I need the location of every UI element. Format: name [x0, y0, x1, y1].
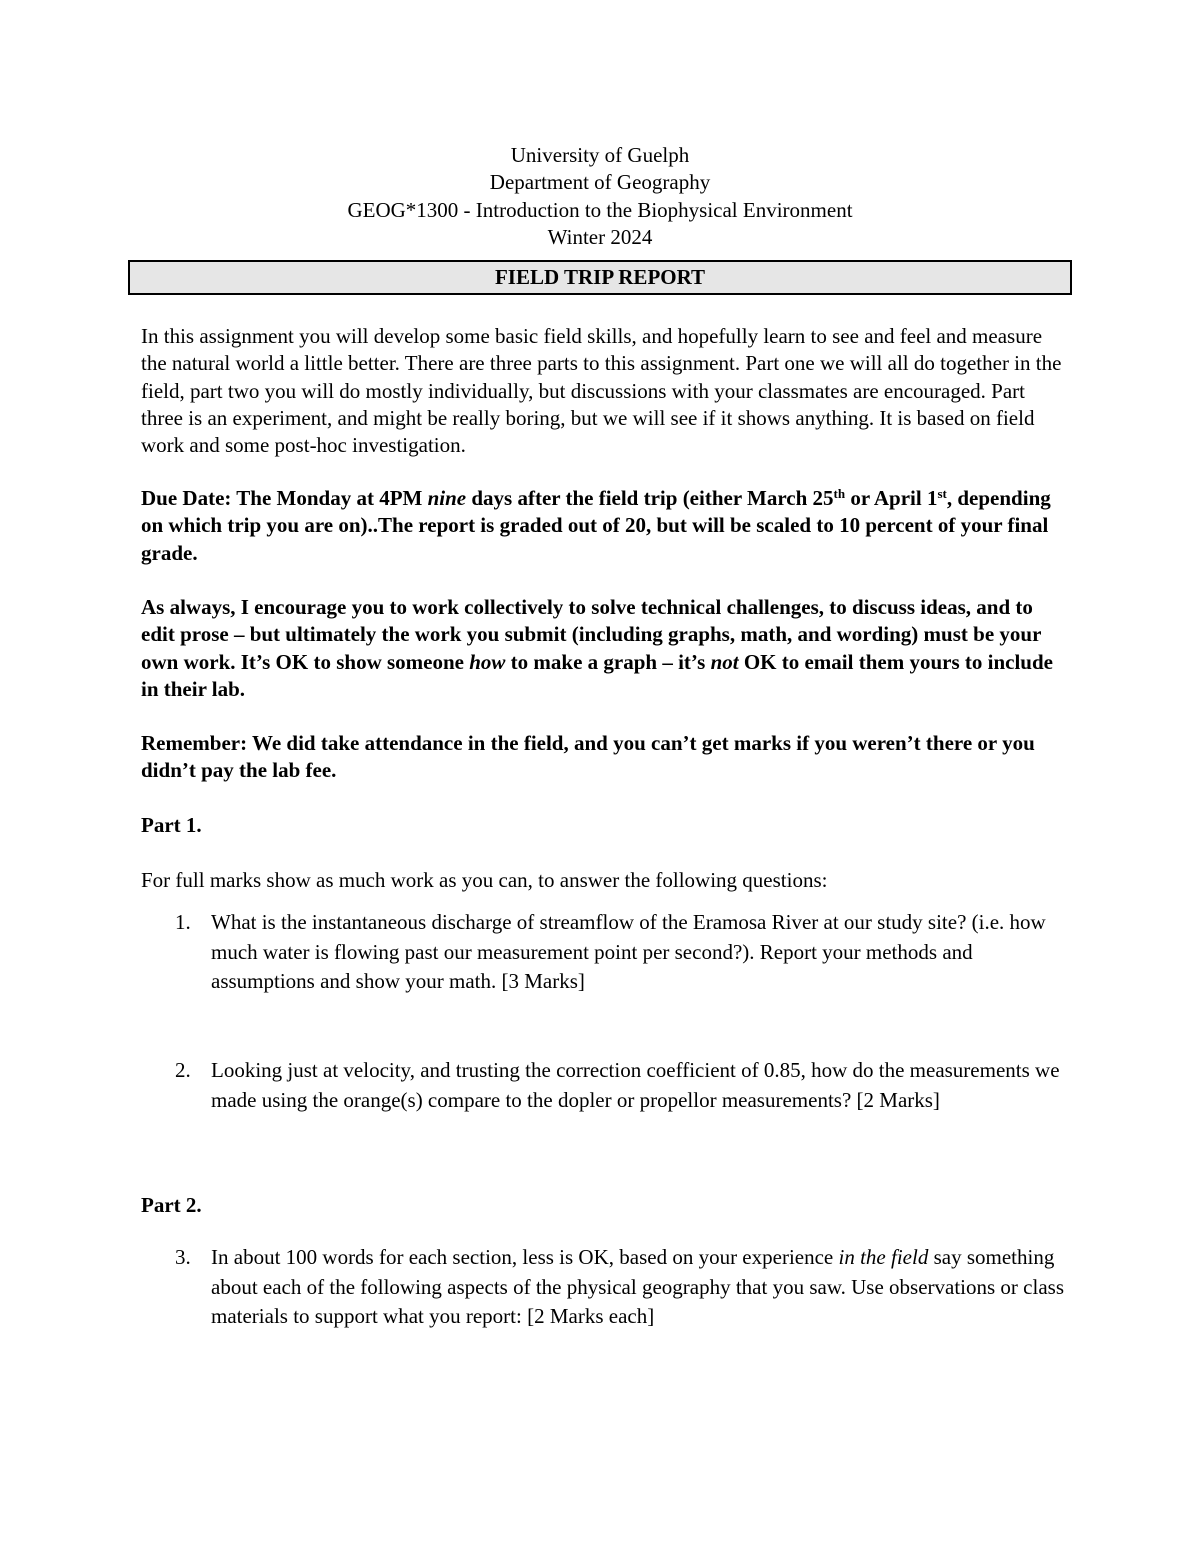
report-title: FIELD TRIP REPORT: [128, 260, 1072, 295]
question-number: 2.: [175, 1058, 191, 1082]
collab-emphasis-how: how: [469, 649, 506, 674]
q3-text-2: say something about each of the following aspects of the physical geography that you saw. Use observations or class materials to support what you report: [2 Marks each]: [211, 1245, 1064, 1328]
q3-emphasis: in the field: [838, 1245, 929, 1269]
collaboration-paragraph: [141, 594, 1071, 703]
document-header: [128, 142, 1072, 251]
university-name: University of Guelph: [510, 143, 690, 167]
part1-heading: Part 1.: [141, 813, 202, 837]
question-text: What is the instantaneous discharge of streamflow of the Eramosa River at our study site? (i.e. how much water is flowing past our measurement point per second?). Report your methods and assumptions and show your math. [3 Marks]: [211, 910, 1046, 993]
question-text: Looking just at velocity, and trusting the correction coefficient of 0.85, how do the measurements we made using the orange(s) compare to the dopler or propellor measurements? [2 Marks]: [211, 1058, 1060, 1112]
due-date-paragraph: [141, 485, 1071, 567]
question-number: 1.: [175, 910, 191, 934]
q3-text-1: In about 100 words for each section, less is OK, based on your experience: [211, 1245, 839, 1269]
term: Winter 2024: [547, 224, 653, 249]
department-name: Department of Geography: [489, 170, 711, 195]
part1-instruction: For full marks show as much work as you can, to answer the following questions:: [141, 868, 828, 892]
collab-emphasis-not: not: [710, 649, 739, 674]
question-text: [211, 1243, 1071, 1332]
due-text-3: or April 1: [845, 486, 938, 510]
due-text-4: , depending on which trip you are on)..The report is graded out of 20, but will be scaled to 10 percent of your final grade.: [141, 486, 1051, 565]
intro-paragraph: In this assignment you will develop some basic field skills, and hopefully learn to see and feel and measure the natural world a little better. There are three parts to this assignment. Part one we will all do together in the field, part two you will do mostly individually, but discussions with your classmates are encouraged. Part three is an experiment, and might be really boring, but we will see if it shows anything. It is based on field work and some post-hoc investigation.: [141, 324, 1062, 458]
collab-text-2: to make a graph – it’s: [505, 649, 711, 674]
part2-heading: Part 2.: [141, 1193, 202, 1217]
question-number: 3.: [175, 1245, 191, 1269]
course-title: GEOG*1300 - Introduction to the Biophysical Environment: [347, 197, 853, 222]
due-sup-st: st: [937, 486, 947, 501]
remember-paragraph: Remember: We did take attendance in the field, and you can’t get marks if you weren’t there or you didn’t pay the lab fee.: [141, 731, 1035, 783]
collab-text-3: OK to email them yours to include in their lab.: [141, 649, 1053, 701]
due-text-2: days after the field trip (either March 25: [466, 486, 834, 510]
due-sup-th: th: [833, 486, 846, 501]
due-emphasis: nine: [427, 486, 467, 510]
due-text-1: Due Date: The Monday at 4PM: [141, 486, 428, 510]
collab-text-1: As always, I encourage you to work collectively to solve technical challenges, to discuss ideas, and to edit prose – but ultimately the work you submit (including graphs, math, and wording) must be your own work. It’s OK to show someone: [141, 595, 1042, 674]
